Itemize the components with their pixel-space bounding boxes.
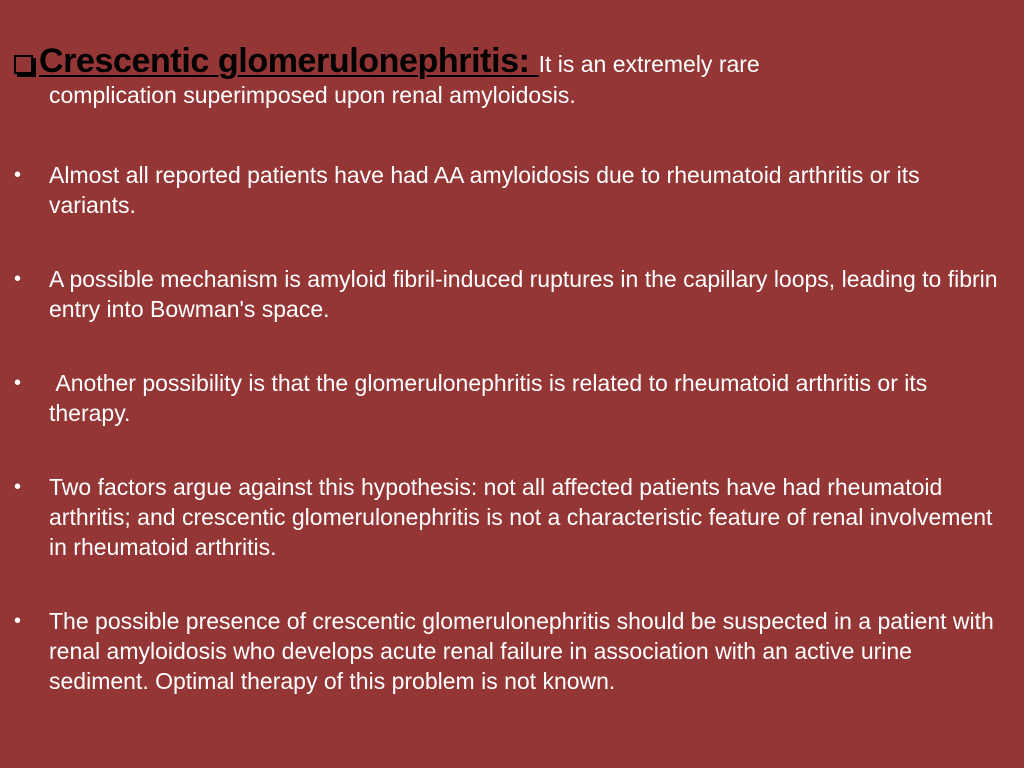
- heading-title: Crescentic glomerulonephritis:: [39, 42, 539, 80]
- heading-text-continuation: complication superimposed upon renal amyloidosis.: [49, 82, 576, 108]
- bullet-icon: •: [14, 268, 22, 290]
- bullet-text: The possible presence of crescentic glomerulonephritis should be suspected in a patient with renal amyloidosis who develops acute renal failure in association with an active urine sediment. Optimal therapy of this problem is not known.: [49, 608, 994, 694]
- bullet-item: [0, 264, 1024, 324]
- bullet-text: Another possibility is that the glomerulonephritis is related to rheumatoid arthritis or its therapy.: [49, 370, 934, 426]
- bullet-icon: •: [14, 164, 22, 186]
- bullet-text: A possible mechanism is amyloid fibril-induced ruptures in the capillary loops, leading to fibrin entry into Bowman's space.: [49, 266, 998, 322]
- heading-text: It is an extremely rare: [538, 51, 760, 77]
- bullet-text: Two factors argue against this hypothesis: not all affected patients have had rheumatoid arthritis; and crescentic glomerulonephritis is not a characteristic feature of renal involvement in rheumatoid arthritis.: [49, 474, 993, 560]
- bullet-icon: •: [14, 476, 22, 498]
- bullet-text: Almost all reported patients have had AA amyloidosis due to rheumatoid arthritis or its variants.: [49, 162, 920, 218]
- bullet-item: [0, 606, 1024, 696]
- bullet-item: [0, 368, 1024, 428]
- bullet-icon: •: [14, 372, 22, 394]
- bullet-item: [0, 472, 1024, 562]
- bullet-item: [0, 160, 1024, 220]
- heading: [14, 42, 1004, 111]
- checkbox-icon: [14, 55, 33, 74]
- bullet-list: [0, 160, 1024, 740]
- bullet-icon: •: [14, 610, 22, 632]
